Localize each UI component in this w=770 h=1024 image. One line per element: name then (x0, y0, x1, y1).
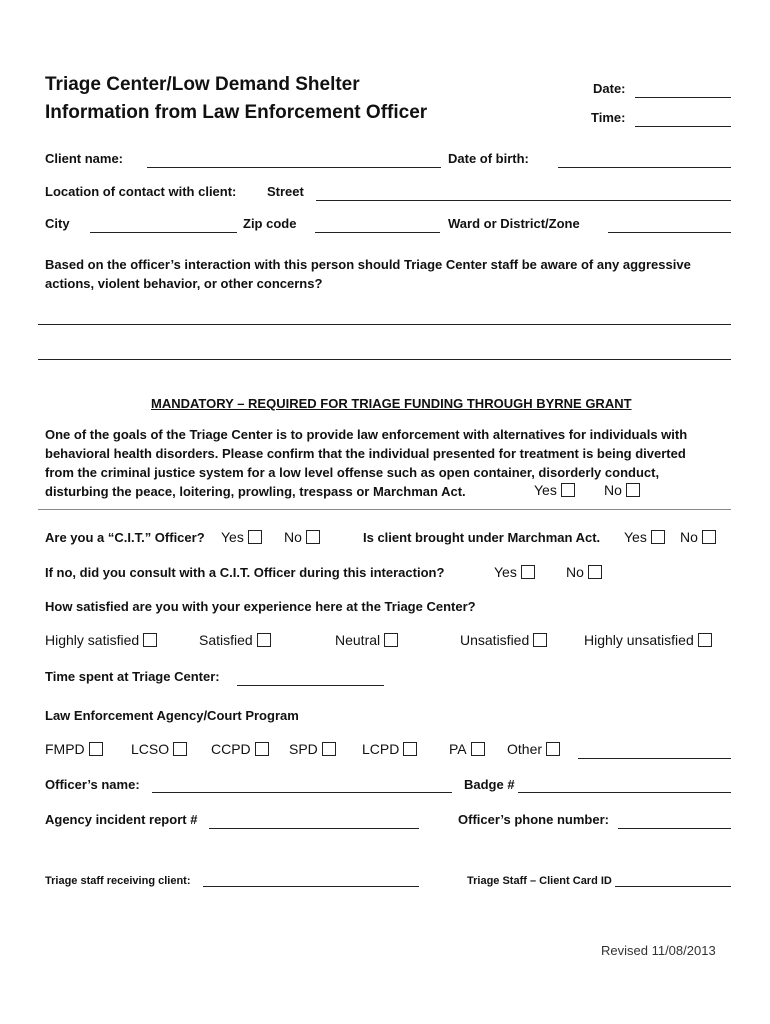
marchman-no-checkbox[interactable] (702, 530, 716, 544)
satisfaction-checkbox[interactable] (698, 633, 712, 647)
agency-label: LCSO (131, 741, 170, 757)
time-spent-field[interactable] (237, 685, 384, 686)
satisfaction-checkbox[interactable] (257, 633, 271, 647)
mandatory-heading: MANDATORY – REQUIRED FOR TRIAGE FUNDING THROUGH BYRNE GRANT (151, 396, 632, 411)
agency-option-pa[interactable] (449, 741, 485, 757)
time-field[interactable] (635, 126, 731, 127)
marchman-yes-checkbox[interactable] (651, 530, 665, 544)
form-title-line-2: Information from Law Enforcement Officer (45, 102, 428, 123)
consult-yes-checkbox[interactable] (521, 565, 535, 579)
agency-option-spd[interactable] (289, 741, 336, 757)
diversion-yes-label: Yes (534, 482, 557, 498)
revision-date: Revised 11/08/2013 (601, 943, 716, 958)
agency-option-lcpd[interactable] (362, 741, 417, 757)
cit-yes-option[interactable] (221, 529, 262, 545)
satisfaction-label: Highly satisfied (45, 632, 140, 648)
officer-name-label: Officer’s name: (45, 777, 140, 792)
badge-label: Badge # (464, 777, 515, 792)
city-label: City (45, 216, 70, 231)
satisfaction-option-unsatisfied[interactable] (460, 632, 547, 648)
location-label: Location of contact with client: (45, 184, 237, 199)
client-name-label: Client name: (45, 151, 124, 166)
diversion-no-checkbox[interactable] (626, 483, 640, 497)
cit-yes-label: Yes (221, 529, 244, 545)
agency-option-fmpd[interactable] (45, 741, 103, 757)
satisfaction-label: Satisfied (199, 632, 253, 648)
cit-yes-checkbox[interactable] (248, 530, 262, 544)
concerns-answer-line-1[interactable] (38, 324, 731, 325)
satisfaction-checkbox[interactable] (143, 633, 157, 647)
agency-label: SPD (289, 741, 318, 757)
dob-field[interactable] (558, 167, 731, 168)
marchman-yes-option[interactable] (624, 529, 665, 545)
agency-label: LCPD (362, 741, 400, 757)
agency-option-other[interactable] (507, 741, 560, 757)
diversion-no-label: No (604, 482, 622, 498)
agency-checkbox[interactable] (546, 742, 560, 756)
concerns-answer-line-2[interactable] (38, 359, 731, 360)
staff-receiving-label: Triage staff receiving client: (45, 875, 191, 887)
street-field[interactable] (316, 200, 731, 201)
agency-option-ccpd[interactable] (211, 741, 269, 757)
officer-phone-label: Officer’s phone number: (458, 812, 609, 827)
section-divider (38, 509, 731, 510)
concerns-question: Based on the officer’s interaction with this person should Triage Center staff be aware of any aggressive actions, violent behavior, or other concerns? (45, 257, 691, 291)
satisfaction-checkbox[interactable] (384, 633, 398, 647)
client-name-field[interactable] (147, 167, 441, 168)
agency-checkbox[interactable] (403, 742, 417, 756)
satisfaction-checkbox[interactable] (533, 633, 547, 647)
marchman-no-option[interactable] (680, 529, 716, 545)
satisfaction-option-highly-satisfied[interactable] (45, 632, 157, 648)
agency-heading: Law Enforcement Agency/Court Program (45, 708, 299, 723)
satisfaction-label: Highly unsatisfied (584, 632, 694, 648)
cit-question: Are you a “C.I.T.” Officer? (45, 530, 205, 545)
cit-no-option[interactable] (284, 529, 320, 545)
consult-question: If no, did you consult with a C.I.T. Officer during this interaction? (45, 565, 445, 580)
satisfaction-label: Neutral (335, 632, 381, 648)
diversion-yes-option[interactable] (534, 482, 575, 498)
time-label: Time: (591, 110, 626, 125)
zip-field[interactable] (315, 232, 440, 233)
officer-phone-field[interactable] (618, 828, 731, 829)
incident-report-field[interactable] (209, 828, 419, 829)
satisfaction-option-neutral[interactable] (335, 632, 398, 648)
incident-report-label: Agency incident report # (45, 812, 198, 827)
officer-name-field[interactable] (152, 792, 452, 793)
agency-checkbox[interactable] (173, 742, 187, 756)
agency-checkbox[interactable] (322, 742, 336, 756)
diversion-no-option[interactable] (604, 482, 640, 498)
zip-label: Zip code (243, 216, 297, 231)
agency-label: FMPD (45, 741, 85, 757)
city-field[interactable] (90, 232, 237, 233)
consult-yes-option[interactable] (494, 564, 535, 580)
agency-label: PA (449, 741, 467, 757)
ward-label: Ward or District/Zone (448, 216, 580, 231)
goals-paragraph: One of the goals of the Triage Center is to provide law enforcement with alternatives for individuals with behavioral health disorders. Please confirm that the individual presented for treatment is being diverted from the criminal justice system for a low level offense such as open container, disorderly conduct, disturbing the peace, loitering, prowling, trespass or Marchman Act. (45, 427, 688, 499)
form-title-line-1: Triage Center/Low Demand Shelter (45, 74, 360, 95)
agency-checkbox[interactable] (471, 742, 485, 756)
agency-checkbox[interactable] (89, 742, 103, 756)
agency-label: Other (507, 741, 543, 757)
diversion-yes-checkbox[interactable] (561, 483, 575, 497)
consult-no-checkbox[interactable] (588, 565, 602, 579)
staff-receiving-field[interactable] (203, 886, 419, 887)
ward-field[interactable] (608, 232, 731, 233)
satisfaction-question: How satisfied are you with your experience here at the Triage Center? (45, 599, 476, 614)
date-field[interactable] (635, 97, 731, 98)
agency-checkbox[interactable] (255, 742, 269, 756)
badge-field[interactable] (518, 792, 731, 793)
cit-no-checkbox[interactable] (306, 530, 320, 544)
cit-no-label: No (284, 529, 302, 545)
satisfaction-label: Unsatisfied (460, 632, 530, 648)
dob-label: Date of birth: (448, 151, 529, 166)
agency-label: CCPD (211, 741, 251, 757)
staff-card-id-label: Triage Staff – Client Card ID (467, 875, 612, 887)
agency-option-lcso[interactable] (131, 741, 187, 757)
satisfaction-option-highly-unsatisfied[interactable] (584, 632, 712, 648)
consult-no-label: No (566, 564, 584, 580)
marchman-no-label: No (680, 529, 698, 545)
time-spent-label: Time spent at Triage Center: (45, 669, 220, 684)
satisfaction-option-satisfied[interactable] (199, 632, 271, 648)
date-label: Date: (593, 81, 626, 96)
marchman-yes-label: Yes (624, 529, 647, 545)
agency-other-field[interactable] (578, 758, 731, 759)
staff-card-id-field[interactable] (615, 886, 731, 887)
consult-yes-label: Yes (494, 564, 517, 580)
consult-no-option[interactable] (566, 564, 602, 580)
street-label: Street (267, 184, 304, 199)
marchman-question: Is client brought under Marchman Act. (363, 530, 601, 545)
